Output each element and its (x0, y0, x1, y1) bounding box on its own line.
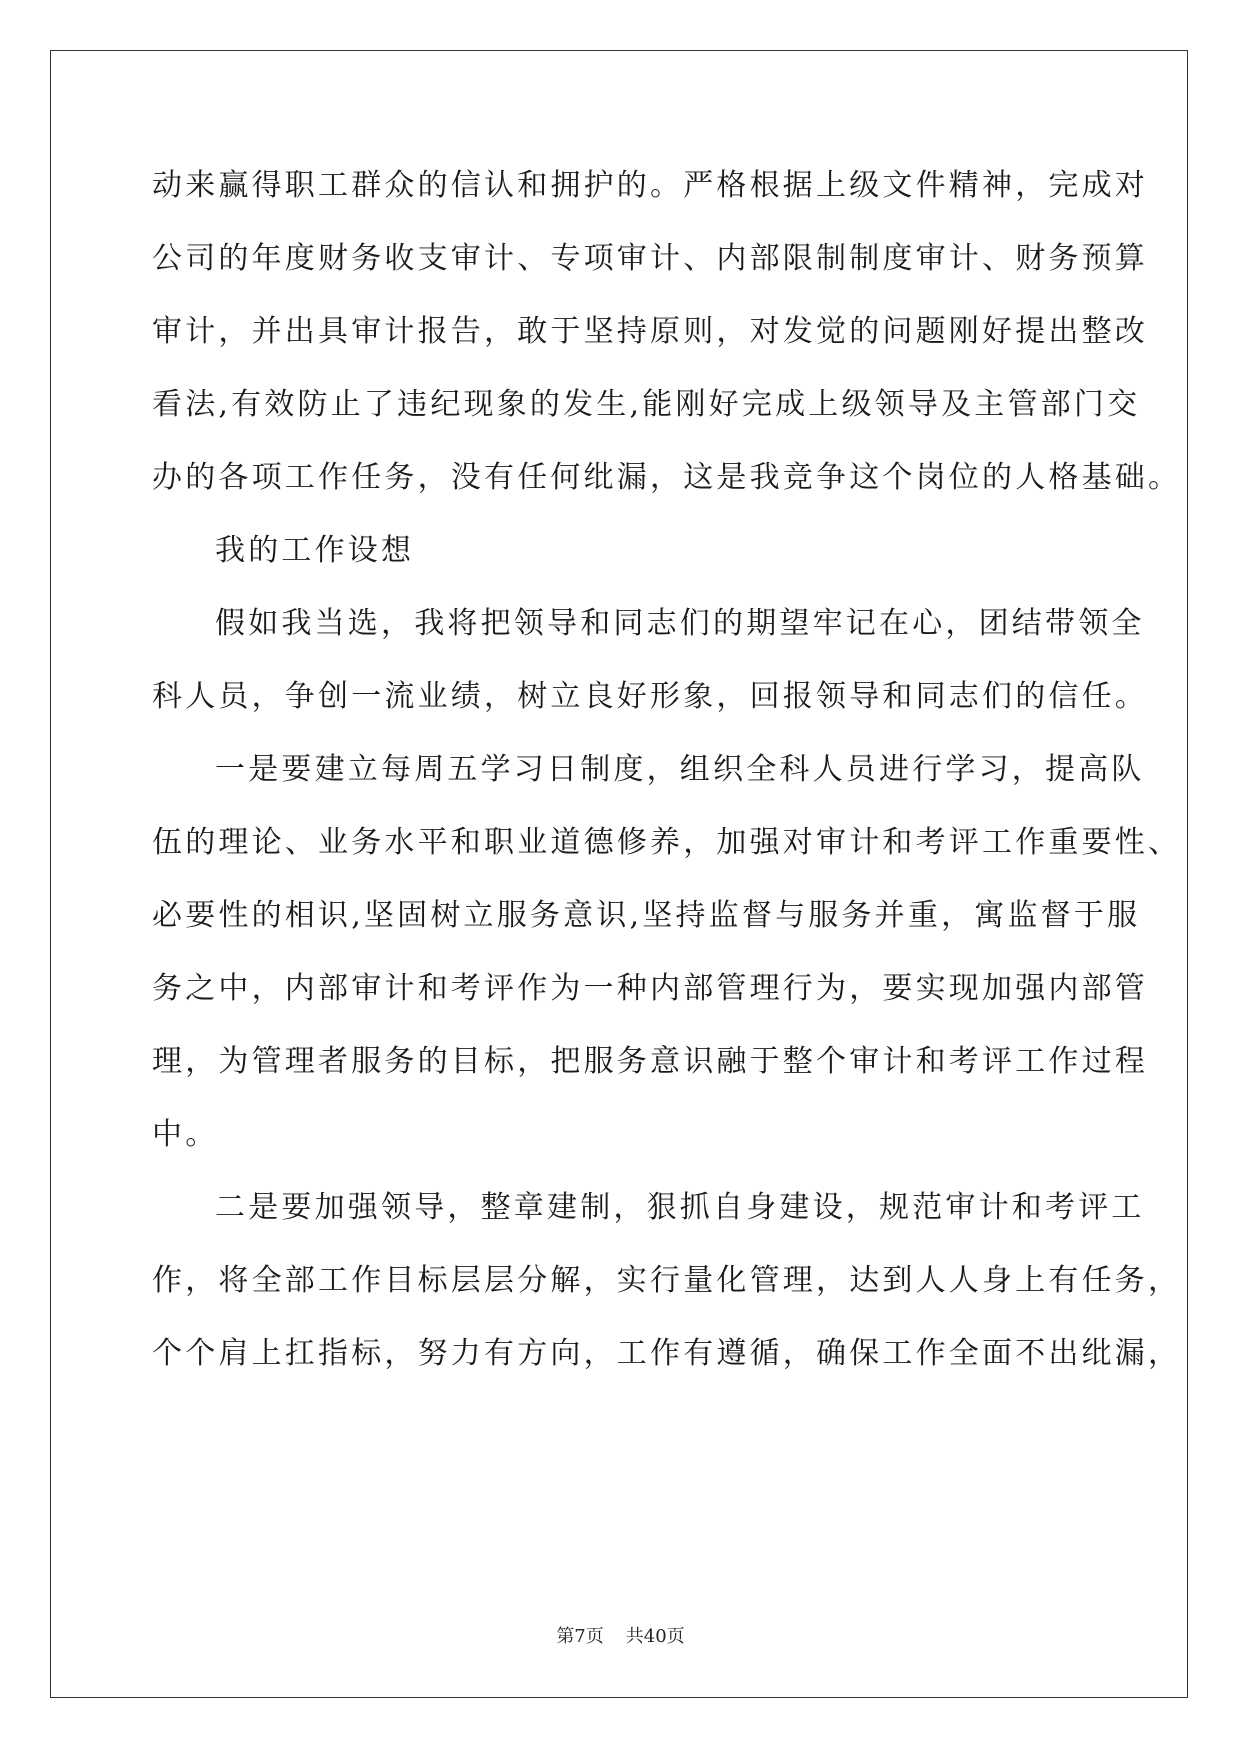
text-line: 假如我当选，我将把领导和同志们的期望牢记在心，团结带领全 (215, 606, 1145, 641)
text-line: 伍的理论、业务水平和职业道德修养，加强对审计和考评工作重要性、 (152, 825, 1182, 860)
text-line: 看法,有效防止了违纪现象的发生,能刚好完成上级领导及主管部门交 (152, 387, 1141, 422)
text-line: 一是要建立每周五学习日制度，组织全科人员进行学习，提高队 (215, 752, 1145, 787)
text-line: 公司的年度财务收支审计、专项审计、内部限制制度审计、财务预算 (152, 241, 1148, 276)
page-number: 第7页 (556, 1626, 604, 1647)
text-line: 务之中，内部审计和考评作为一种内部管理行为，要实现加强内部管 (152, 971, 1148, 1006)
text-line: 作，将全部工作目标层层分解，实行量化管理，达到人人身上有任务， (152, 1263, 1182, 1298)
text-line: 理，为管理者服务的目标，把服务意识融于整个审计和考评工作过程 (152, 1044, 1148, 1079)
page-border (50, 50, 1188, 1698)
text-line: 中。 (152, 1117, 219, 1152)
text-line: 科人员，争创一流业绩，树立良好形象，回报领导和同志们的信任。 (152, 679, 1148, 714)
text-line: 审计，并出具审计报告，敢于坚持原则，对发觉的问题刚好提出整改 (152, 314, 1148, 349)
page-total: 共40页 (625, 1626, 685, 1647)
text-line: 必要性的相识,坚固树立服务意识,坚持监督与服务并重，寓监督于服 (152, 898, 1141, 933)
text-line: 个个肩上扛指标，努力有方向，工作有遵循，确保工作全面不出纰漏， (152, 1336, 1182, 1371)
text-line: 动来赢得职工群众的信认和拥护的。严格根据上级文件精神，完成对 (152, 168, 1148, 203)
section-heading: 我的工作设想 (215, 533, 415, 568)
text-line: 办的各项工作任务，没有任何纰漏，这是我竞争这个岗位的人格基础。 (152, 460, 1182, 495)
text-line: 二是要加强领导，整章建制，狠抓自身建设，规范审计和考评工 (215, 1190, 1145, 1225)
page-footer (0, 1625, 1241, 1649)
